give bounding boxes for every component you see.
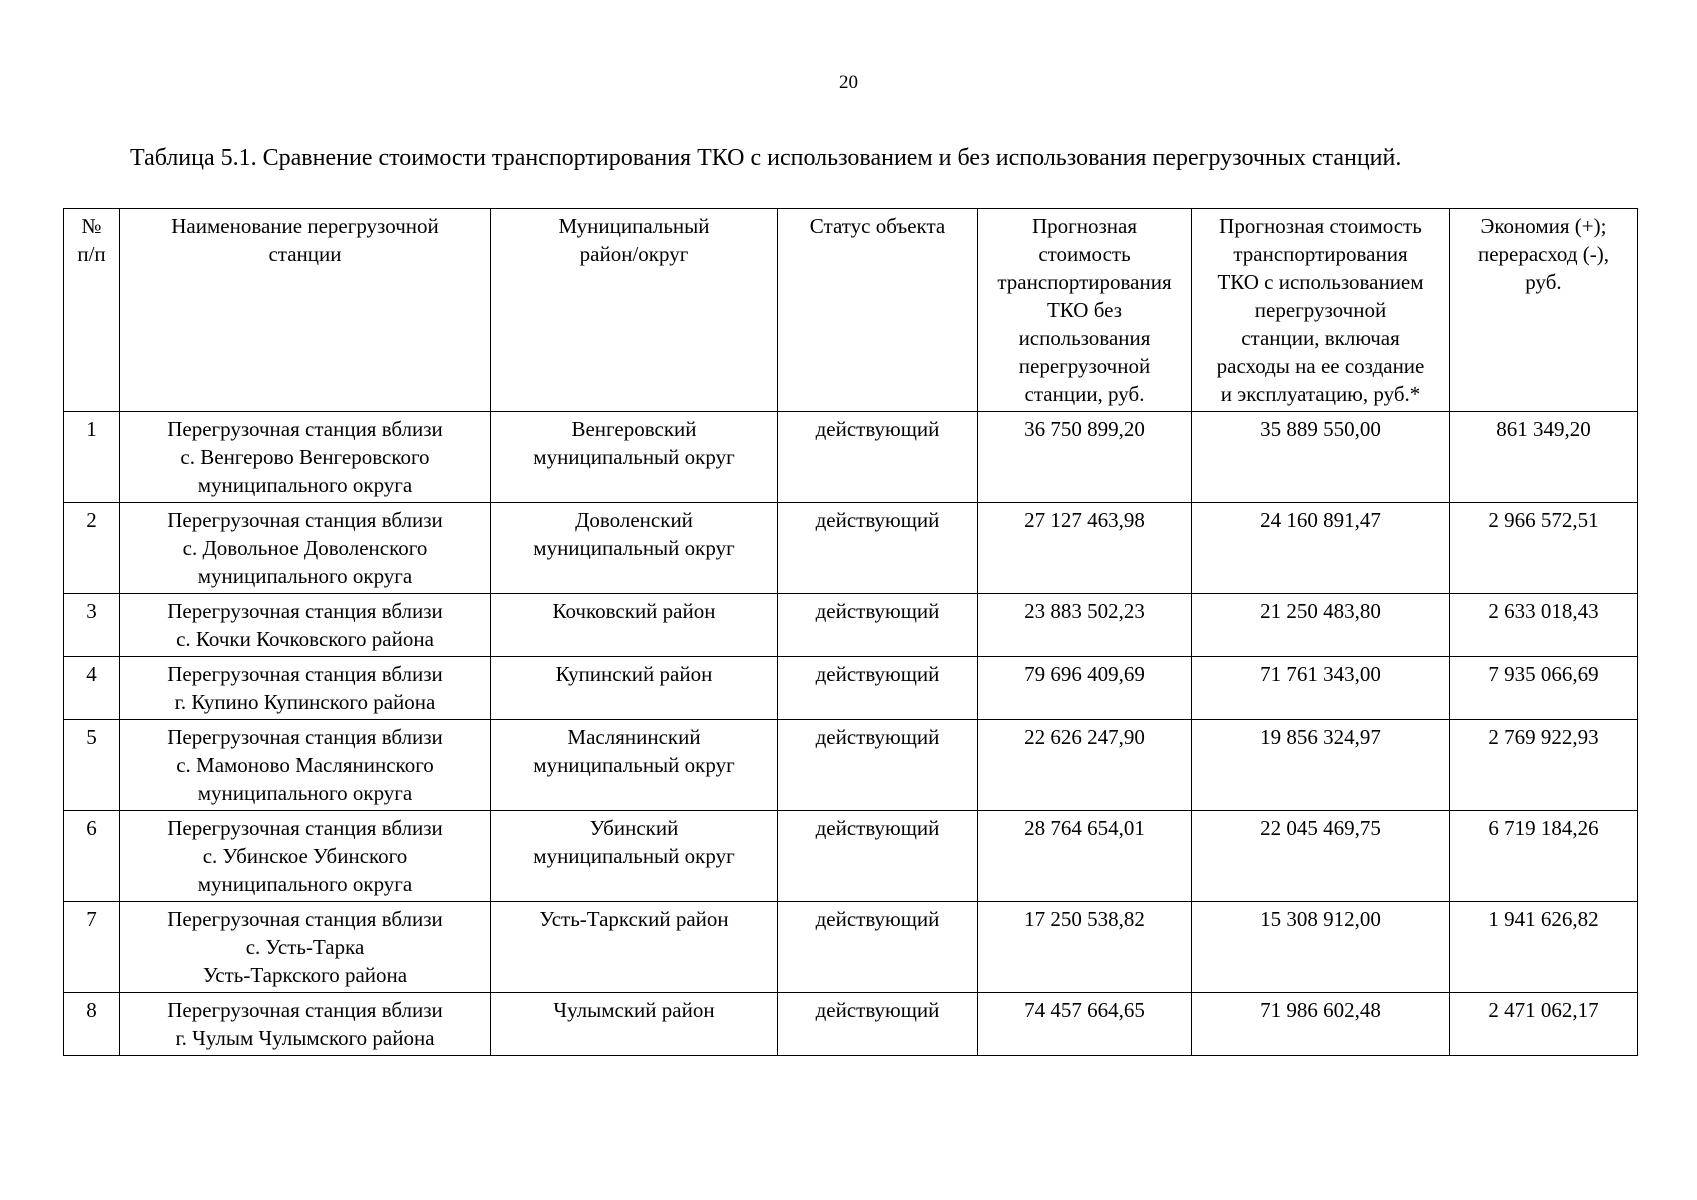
table-row: [64, 902, 1638, 993]
table-row: [64, 657, 1638, 720]
cell-station-name: Перегрузочная станция вблизи с. Кочки Кочковского района: [120, 594, 491, 657]
cell-savings: 2 471 062,17: [1450, 993, 1638, 1056]
cell-station-name: Перегрузочная станция вблизи с. Мамоново Маслянинского муниципального округа: [120, 720, 491, 811]
cell-status: действующий: [778, 811, 978, 902]
cell-number: 3: [64, 594, 120, 657]
cell-number: 8: [64, 993, 120, 1056]
cell-savings: 6 719 184,26: [1450, 811, 1638, 902]
header-savings: Экономия (+); перерасход (-), руб.: [1450, 209, 1638, 412]
table-caption: Таблица 5.1. Сравнение стоимости транспортирования ТКО с использованием и без использования перегрузочных станций.: [130, 145, 1402, 171]
page-number: 20: [839, 72, 858, 93]
header-cost-with-station: Прогнозная стоимость транспортирования ТКО с использованием перегрузочной станции, включая расходы на ее создание и эксплуатацию, руб.*: [1192, 209, 1450, 412]
cell-station-name: Перегрузочная станция вблизи с. Усть-Тарка Усть-Таркского района: [120, 902, 491, 993]
cell-status: действующий: [778, 657, 978, 720]
cell-municipality: Венгеровский муниципальный округ: [491, 412, 778, 503]
cell-status: действующий: [778, 412, 978, 503]
cell-cost-with-station: 35 889 550,00: [1192, 412, 1450, 503]
cell-cost-with-station: 19 856 324,97: [1192, 720, 1450, 811]
cell-municipality: Убинский муниципальный округ: [491, 811, 778, 902]
cell-cost-without-station: 79 696 409,69: [978, 657, 1192, 720]
table-row: [64, 594, 1638, 657]
cell-number: 6: [64, 811, 120, 902]
cell-station-name: Перегрузочная станция вблизи с. Убинское Убинского муниципального округа: [120, 811, 491, 902]
cell-cost-without-station: 74 457 664,65: [978, 993, 1192, 1056]
cell-savings: 2 769 922,93: [1450, 720, 1638, 811]
cell-number: 4: [64, 657, 120, 720]
cell-municipality: Чулымский район: [491, 993, 778, 1056]
cell-savings: 861 349,20: [1450, 412, 1638, 503]
cell-savings: 2 633 018,43: [1450, 594, 1638, 657]
cell-cost-with-station: 24 160 891,47: [1192, 503, 1450, 594]
cell-municipality: Доволенский муниципальный округ: [491, 503, 778, 594]
cell-cost-without-station: 22 626 247,90: [978, 720, 1192, 811]
cell-municipality: Маслянинский муниципальный округ: [491, 720, 778, 811]
cell-cost-without-station: 23 883 502,23: [978, 594, 1192, 657]
cell-cost-with-station: 71 986 602,48: [1192, 993, 1450, 1056]
cell-cost-with-station: 15 308 912,00: [1192, 902, 1450, 993]
cell-number: 5: [64, 720, 120, 811]
table-row: [64, 503, 1638, 594]
cell-status: действующий: [778, 902, 978, 993]
table-row: [64, 720, 1638, 811]
cell-status: действующий: [778, 720, 978, 811]
cell-number: 7: [64, 902, 120, 993]
table-row: [64, 993, 1638, 1056]
header-number: № п/п: [64, 209, 120, 412]
cell-municipality: Купинский район: [491, 657, 778, 720]
cell-cost-without-station: 27 127 463,98: [978, 503, 1192, 594]
cell-municipality: Усть-Таркский район: [491, 902, 778, 993]
cell-station-name: Перегрузочная станция вблизи г. Купино Купинского района: [120, 657, 491, 720]
header-cost-without-station: Прогнозная стоимость транспортирования ТКО без использования перегрузочной станции, руб.: [978, 209, 1192, 412]
table-row: [64, 811, 1638, 902]
cell-savings: 7 935 066,69: [1450, 657, 1638, 720]
cell-status: действующий: [778, 594, 978, 657]
header-station-name: Наименование перегрузочной станции: [120, 209, 491, 412]
cell-cost-with-station: 21 250 483,80: [1192, 594, 1450, 657]
cell-municipality: Кочковский район: [491, 594, 778, 657]
cell-cost-without-station: 17 250 538,82: [978, 902, 1192, 993]
cost-comparison-table: [63, 208, 1638, 1056]
cell-number: 1: [64, 412, 120, 503]
cell-cost-with-station: 22 045 469,75: [1192, 811, 1450, 902]
cell-station-name: Перегрузочная станция вблизи г. Чулым Чулымского района: [120, 993, 491, 1056]
cell-status: действующий: [778, 503, 978, 594]
cell-savings: 2 966 572,51: [1450, 503, 1638, 594]
cell-cost-with-station: 71 761 343,00: [1192, 657, 1450, 720]
cell-number: 2: [64, 503, 120, 594]
cell-cost-without-station: 28 764 654,01: [978, 811, 1192, 902]
table-row: [64, 412, 1638, 503]
header-status: Статус объекта: [778, 209, 978, 412]
cell-savings: 1 941 626,82: [1450, 902, 1638, 993]
cell-status: действующий: [778, 993, 978, 1056]
header-municipality: Муниципальный район/округ: [491, 209, 778, 412]
cell-station-name: Перегрузочная станция вблизи с. Венгерово Венгеровского муниципального округа: [120, 412, 491, 503]
cell-cost-without-station: 36 750 899,20: [978, 412, 1192, 503]
table-header-row: [64, 209, 1638, 412]
cell-station-name: Перегрузочная станция вблизи с. Довольное Доволенского муниципального округа: [120, 503, 491, 594]
